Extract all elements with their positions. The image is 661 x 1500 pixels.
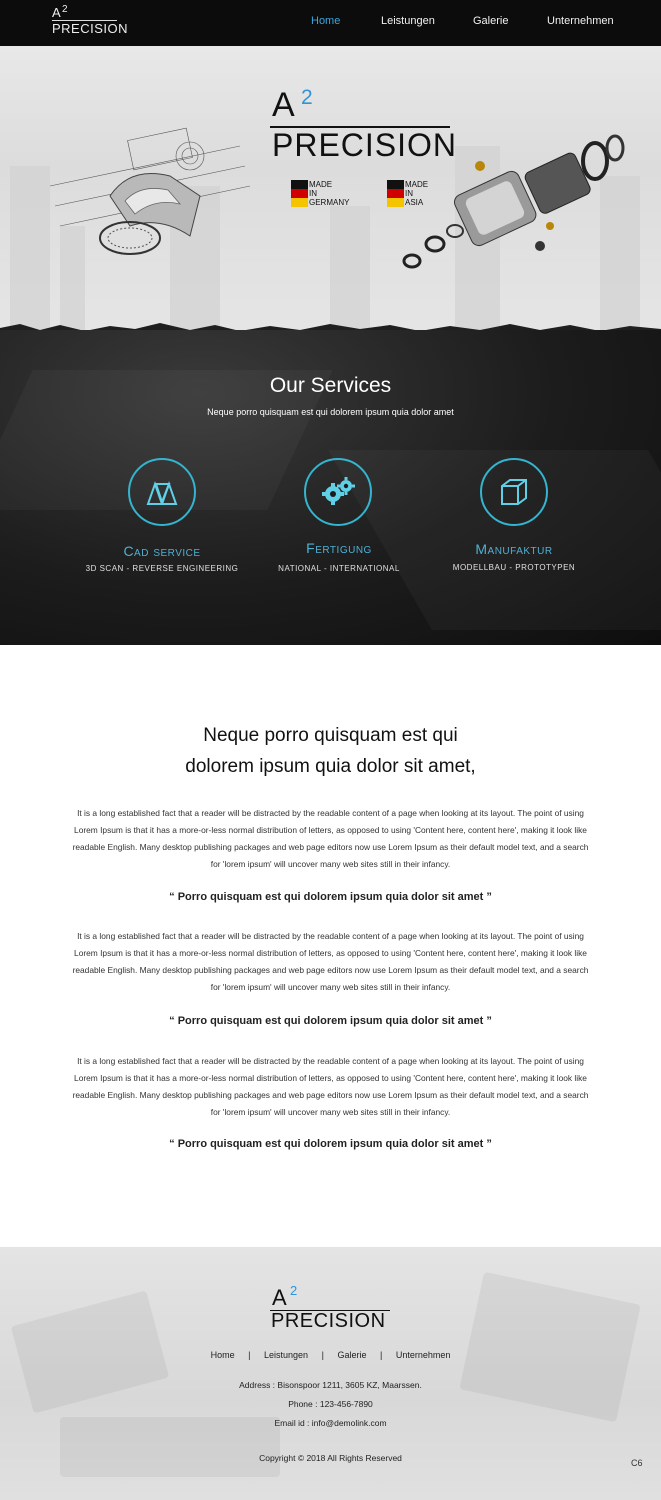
footer-logo-superscript: 2 (290, 1283, 298, 1298)
services-section (0, 330, 661, 645)
service-desc: MODELLBAU - PROTOTYPEN (452, 563, 576, 572)
cad-triangles-icon (144, 474, 180, 510)
nav-logo[interactable] (52, 4, 129, 39)
hero-logo-superscript: 2 (301, 86, 313, 109)
services-subtitle: Neque porro quisquam est qui dolorem ipsum quia dolor amet (207, 407, 454, 417)
footer-address: Address : Bisonspoor 1211, 3605 KZ, Maarssen. (239, 1380, 422, 1390)
services-title: Our Services (269, 374, 392, 397)
content-quote: “ Porro quisquam est qui dolorem ipsum quia dolor sit amet ” (169, 1138, 492, 1150)
nav-unternehmen[interactable]: Unternehmen (547, 15, 614, 27)
cad-circle[interactable] (128, 458, 196, 526)
badge-line: ASIA (405, 198, 424, 207)
service-name: Cad service (123, 543, 201, 559)
content-quote: “ Porro quisquam est qui dolorem ipsum quia dolor sit amet ” (169, 891, 492, 903)
nav-home[interactable]: Home (311, 15, 341, 27)
footer-nav-home[interactable]: Home (210, 1350, 235, 1360)
footer-logo-name: PRECISION (271, 1310, 386, 1332)
footer-logo-letter: A (272, 1285, 287, 1310)
nav-leistungen[interactable]: Leistungen (381, 15, 435, 27)
footer-phone: Phone : 123-456-7890 (288, 1399, 373, 1409)
logo-name: PRECISION (52, 21, 129, 36)
content-heading (0, 720, 661, 782)
badge-line: MADE (309, 180, 333, 189)
footer-copyright: Copyright © 2018 All Rights Reserved (259, 1453, 402, 1463)
footer-nav-separator: | (379, 1350, 383, 1360)
made-in-germany-badge (291, 180, 371, 210)
service-desc: 3D SCAN - REVERSE ENGINEERING (85, 564, 239, 573)
footer-code: C6 (631, 1458, 643, 1468)
manufaktur-circle[interactable] (480, 458, 548, 526)
badge-line: GERMANY (309, 198, 350, 207)
content-heading-line: Neque porro quisquam est qui (203, 725, 458, 746)
content-paragraph: It is a long established fact that a reader will be distracted by the readable content of a page when looking at its layout. The point of using Lorem Ipsum is that it has a more-or-less normal distribution of letters, as opposed to using 'Content here, content here', making it look like readable English. Many desktop publishing packages and web page editors now use Lorem Ipsum as their default model text, and a search for 'lorem ipsum' will uncover many web sites still in their infancy. (72, 1056, 589, 1117)
footer-nav-separator: | (248, 1350, 251, 1360)
logo-letter: A (52, 5, 62, 20)
content-paragraph: It is a long established fact that a reader will be distracted by the readable content of a page when looking at its layout. The point of using Lorem Ipsum is that it has a more-or-less normal distribution of letters, as opposed to using 'Content here, content here', making it look like readable English. Many desktop publishing packages and web page editors now use Lorem Ipsum as their default model text, and a search for 'lorem ipsum' will uncover many web sites still in their infancy. (72, 931, 589, 992)
footer-nav (0, 1350, 661, 1360)
badge-line: IN (309, 189, 317, 198)
fertigung-circle[interactable] (304, 458, 372, 526)
footer-email[interactable]: Email id : info@demolink.com (274, 1418, 387, 1428)
hero-banner (0, 46, 661, 346)
footer (0, 1247, 661, 1500)
gears-icon (320, 474, 356, 510)
service-desc: NATIONAL - INTERNATIONAL (278, 564, 400, 573)
service-name: Fertigung (306, 540, 372, 556)
nav-galerie[interactable]: Galerie (473, 15, 509, 27)
footer-nav-unternehmen[interactable]: Unternehmen (395, 1350, 451, 1360)
content-paragraph: It is a long established fact that a reader will be distracted by the readable content of a page when looking at its layout. The point of using Lorem Ipsum is that it has a more-or-less normal distribution of letters, as opposed to using 'Content here, content here', making it look like readable English. Many desktop publishing packages and web page editors now use Lorem Ipsum as their default model text, and a search for 'lorem ipsum' will uncover many web sites still in their infancy. (72, 808, 589, 869)
footer-nav-leistungen[interactable]: Leistungen (264, 1350, 309, 1360)
footer-logo[interactable] (270, 1283, 395, 1333)
content-section (0, 645, 661, 1247)
cad-part-illustration (40, 126, 260, 266)
logo-superscript: 2 (62, 4, 68, 15)
cube-icon (496, 474, 532, 510)
footer-nav-galerie[interactable]: Galerie (337, 1350, 367, 1360)
flag-germany-icon (291, 180, 308, 207)
footer-nav-separator: | (321, 1350, 324, 1360)
content-heading-line: dolorem ipsum quia dolor sit amet, (185, 756, 476, 777)
hero-logo-letter: A (272, 86, 295, 124)
navbar (0, 0, 661, 46)
service-name: Manufaktur (475, 541, 553, 557)
content-quote: “ Porro quisquam est qui dolorem ipsum quia dolor sit amet ” (169, 1015, 492, 1027)
badge-line: MADE (405, 180, 429, 189)
hero-logo-name: PRECISION (272, 127, 458, 163)
badge-line: IN (405, 189, 413, 198)
exploded-assembly-illustration (400, 126, 630, 276)
